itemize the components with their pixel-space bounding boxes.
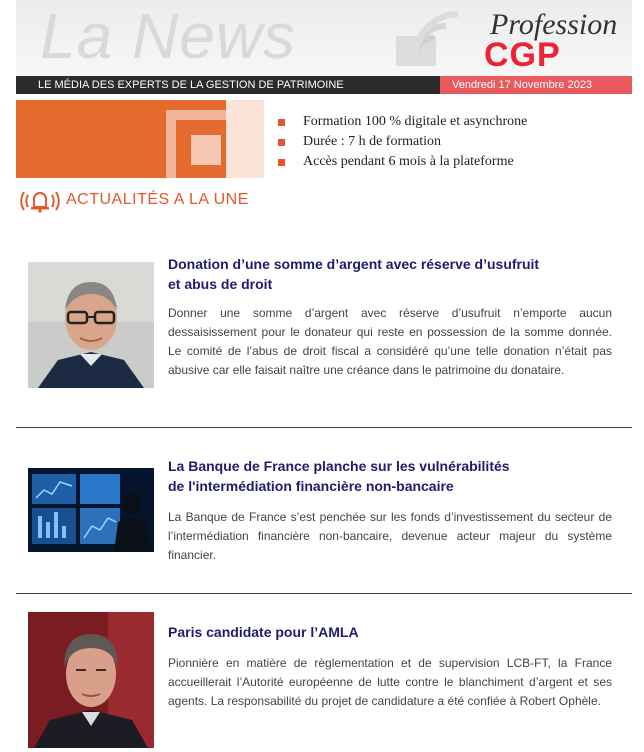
banner-item: Durée : 7 h de formation: [278, 134, 527, 150]
banner-item: Accès pendant 6 mois à la plateforme: [278, 154, 527, 170]
logo-text-top: Profession: [490, 8, 618, 41]
article-summary: La Banque de France s’est penchée sur les fonds d’investissement du secteur de l’intermédiation financière non-bancaire, devenue acteur majeur du système financier.: [168, 510, 612, 562]
article-image[interactable]: [28, 612, 154, 748]
article-divider: [16, 593, 632, 594]
article-image[interactable]: [28, 468, 154, 552]
newsletter-header: [16, 0, 632, 76]
section-title: ACTUALITÉS A LA UNE: [66, 191, 249, 208]
article-card[interactable]: [16, 604, 632, 752]
logo-text-bottom: CGP: [484, 36, 561, 74]
article-image[interactable]: [28, 262, 154, 388]
banner-item: Formation 100 % digitale et asynchrone: [278, 114, 527, 130]
article-summary: Donner une somme d’argent avec réserve d’usufruit n’emporte aucun dessaisissement pour le donateur qui reste en possession de la somme donnée. Le comité de l’abus de droit fiscal a considéré qu’une telle donation n’était pas abusive car elle faisait naître une créance dans le patrimoine du donataire.: [168, 306, 612, 377]
issue-date: Vendredi 17 Novembre 2023: [440, 76, 632, 94]
article-title[interactable]: Donation d’une somme d’argent avec réserve d’usufruit et abus de droit: [168, 256, 540, 292]
brand-title: La News: [40, 0, 296, 72]
banner-list: [278, 114, 527, 174]
square-bullet-icon: [278, 119, 285, 126]
bell-ringing-icon: [20, 187, 60, 213]
article-divider: [16, 427, 632, 428]
section-header: [20, 186, 249, 214]
promo-banner[interactable]: [16, 100, 632, 178]
article-card[interactable]: [16, 250, 632, 410]
banner-graphic: [16, 100, 264, 178]
signal-waves-icon: [396, 10, 466, 66]
article-title[interactable]: Paris candidate pour l’AMLA: [168, 624, 359, 640]
square-bullet-icon: [278, 159, 285, 166]
article-summary: Pionnière en matière de règlementation et de supervision LCB-FT, la France accueillerait l’Autorité européenne de lutte contre le blanchiment d’argent et ses agents. La responsabilité du projet de candidature a été confiée à Robert Ophèle.: [168, 656, 612, 708]
profession-cgp-logo[interactable]: [472, 8, 622, 74]
article-title[interactable]: La Banque de France planche sur les vulnérabilités de l'intermédiation financière non-bancaire: [168, 458, 510, 494]
square-bullet-icon: [278, 139, 285, 146]
tagline-strip: [16, 76, 632, 94]
tagline: LE MÉDIA DES EXPERTS DE LA GESTION DE PATRIMOINE: [16, 76, 440, 94]
article-card[interactable]: [16, 446, 632, 586]
